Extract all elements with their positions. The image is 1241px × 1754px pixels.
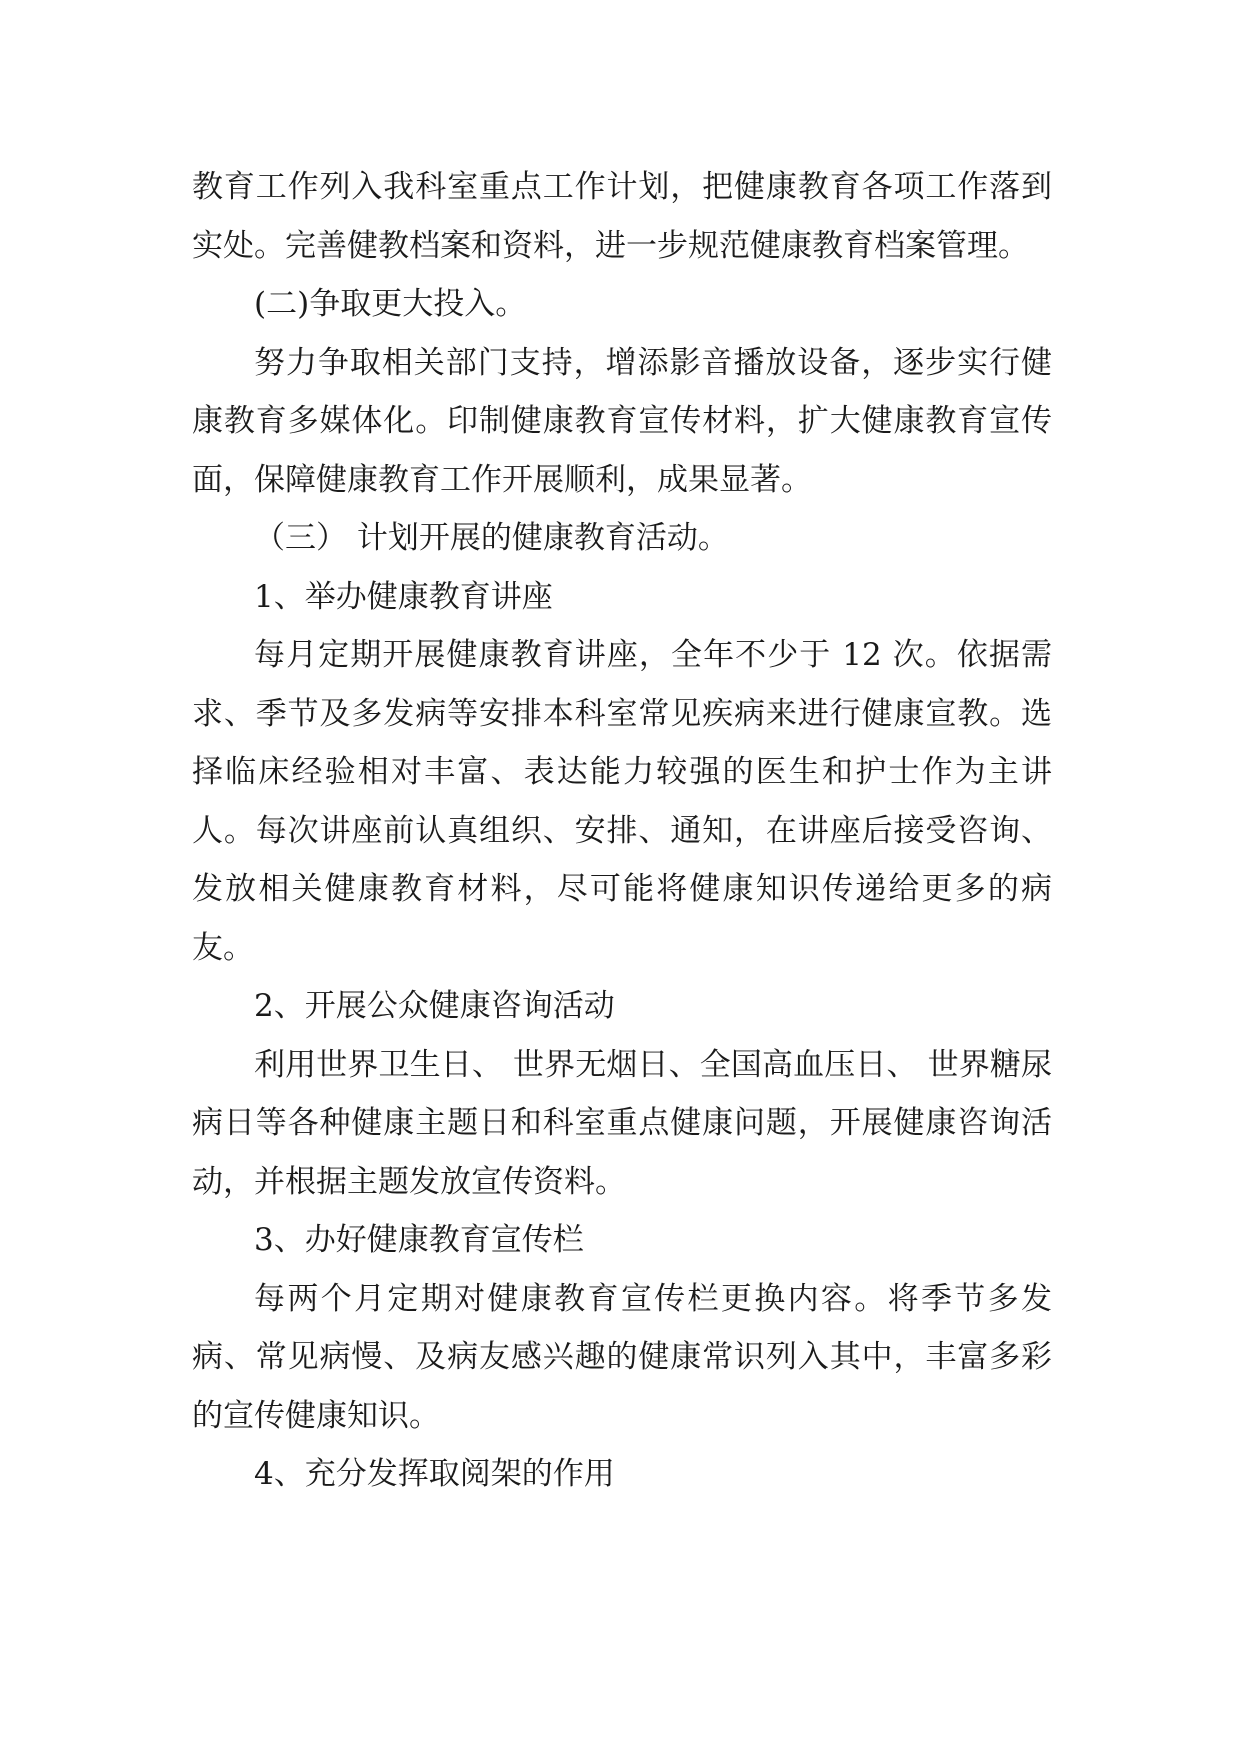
item-heading-consultation: 2、开展公众健康咨询活动 [254, 988, 615, 1024]
paragraph-continuation: 教育工作列入我科室重点工作计划，把健康教育各项工作落到实处。完善健教档案和资料，进一步规范健康教育档案管理。 [192, 169, 1052, 264]
document-body [192, 158, 1052, 1504]
section-heading-two: (二)争取更大投入。 [254, 286, 527, 322]
paragraph-bulletin: 每两个月定期对健康教育宣传栏更换内容。将季节多发病、常见病慢、及病友感兴趣的健康常识列入其中，丰富多彩的宣传健康知识。 [192, 1280, 1052, 1434]
paragraph-consultation: 利用世界卫生日、 世界无烟日、全国高血压日、 世界糖尿病日等各种健康主题日和科室重点健康问题，开展健康咨询活动，并根据主题发放宣传资料。 [192, 1046, 1052, 1200]
item-heading-rack: 4、充分发挥取阅架的作用 [254, 1456, 615, 1492]
item-heading-bulletin: 3、办好健康教育宣传栏 [254, 1222, 584, 1258]
paragraph-investment: 努力争取相关部门支持，增添影音播放设备，逐步实行健康教育多媒体化。印制健康教育宣传材料，扩大健康教育宣传面，保障健康教育工作开展顺利，成果显著。 [192, 344, 1052, 498]
section-heading-three: （三） 计划开展的健康教育活动。 [254, 520, 729, 556]
item-heading-lectures: 1、举办健康教育讲座 [254, 578, 553, 615]
paragraph-lectures: 每月定期开展健康教育讲座，全年不少于 12 次。依据需求、季节及多发病等安排本科室常见疾病来进行健康宣教。选择临床经验相对丰富、表达能力较强的医生和护士作为主讲人。每次讲座前认真组织、安排、通知，在讲座后接受咨询、发放相关健康教育材料，尽可能将健康知识传递给更多的病友。 [192, 637, 1052, 966]
